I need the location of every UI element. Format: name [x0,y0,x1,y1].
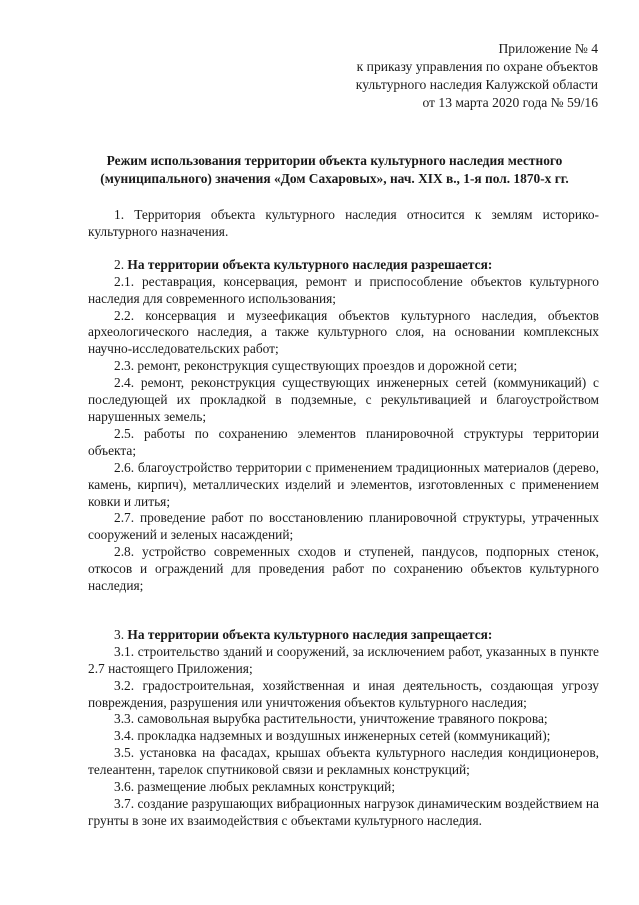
section-1-paragraph: 1. Территория объекта культурного наследия относится к землям историко-культурного назначения. [88,207,599,239]
list-item: 2.4. ремонт, реконструкция существующих инженерных сетей (коммуникаций) с последующей их прокладкой в подземные, с рекультивацией и благоустройством нарушенных земель; [88,375,599,424]
section-2-heading [88,257,599,274]
list-item: 2.8. устройство современных сходов и ступеней, пандусов, подпорных стенок, откосов и ограждений для проведения работ по сохранению объектов культурного наследия; [88,544,599,594]
list-item: 2.1. реставрация, консервация, ремонт и приспособление объектов культурного наследия для современного использования; [88,273,599,306]
list-item: 3.5. установка на фасадах, крышах объекта культурного наследия кондиционеров, телеантенн, тарелок спутниковой связи и рекламных конструкций; [88,745,599,778]
appendix-line-3: культурного наследия Калужской области [355,77,598,92]
title-line-1: Режим использования территории объекта культурного наследия местного [106,153,563,168]
list-item: 2.6. благоустройство территории с применением традиционных материалов (дерево, камень, кирпич), металлических изделий и элементов, изготовленных с применением ковки и литья; [88,459,599,509]
section-2-number: 2. [114,256,125,272]
section-3-number: 3. [114,626,125,642]
title-line-2: (муниципального) значения «Дом Сахаровых», нач. XIX в., 1-я пол. 1870-х гг. [100,171,569,186]
appendix-header [356,40,598,112]
list-item: 2.7. проведение работ по восстановлению планировочной структуры, утраченных сооружений и зеленых насаждений; [88,510,599,543]
list-item: 3.7. создание разрушающих вибрационных нагрузок динамическим воздействием на грунты в зоне их взаимодействия с объектами культурного наследия. [88,796,599,828]
list-item: 3.2. градостроительная, хозяйственная и иная деятельность, создающая угрозу повреждения, разрушения или уничтожения объектов культурного наследия; [88,677,599,710]
appendix-line-2: к приказу управления по охране объектов [356,59,598,74]
section-3-heading-text: На территории объекта культурного наследия запрещается: [127,626,493,642]
list-item: 3.6. размещение любых рекламных конструкций; [114,779,396,795]
appendix-line-1: Приложение № 4 [498,41,598,56]
list-item: 2.5. работы по сохранению элементов планировочной структуры территории объекта; [88,425,599,458]
list-item: 3.4. прокладка надземных и воздушных инженерных сетей (коммуникаций); [114,728,551,744]
list-item: 3.1. строительство зданий и сооружений, за исключением работ, указанных в пункте 2.7 настоящего Приложения; [88,643,599,676]
section-2-heading-text: На территории объекта культурного наследия разрешается: [127,256,493,272]
document-body [88,207,599,830]
section-3-heading [88,627,599,644]
document-title [70,152,599,188]
list-item: 2.2. консервация и музеефикация объектов культурного наследия, объектов археологического наследия, а также культурного слоя, на основании комплексных научно-исследовательских работ; [88,307,599,357]
list-item: 3.3. самовольная вырубка растительности, уничтожение травяного покрова; [114,711,548,727]
appendix-line-4: от 13 марта 2020 года № 59/16 [422,95,598,110]
list-item: 2.3. ремонт, реконструкция существующих проездов и дорожной сети; [114,358,518,374]
